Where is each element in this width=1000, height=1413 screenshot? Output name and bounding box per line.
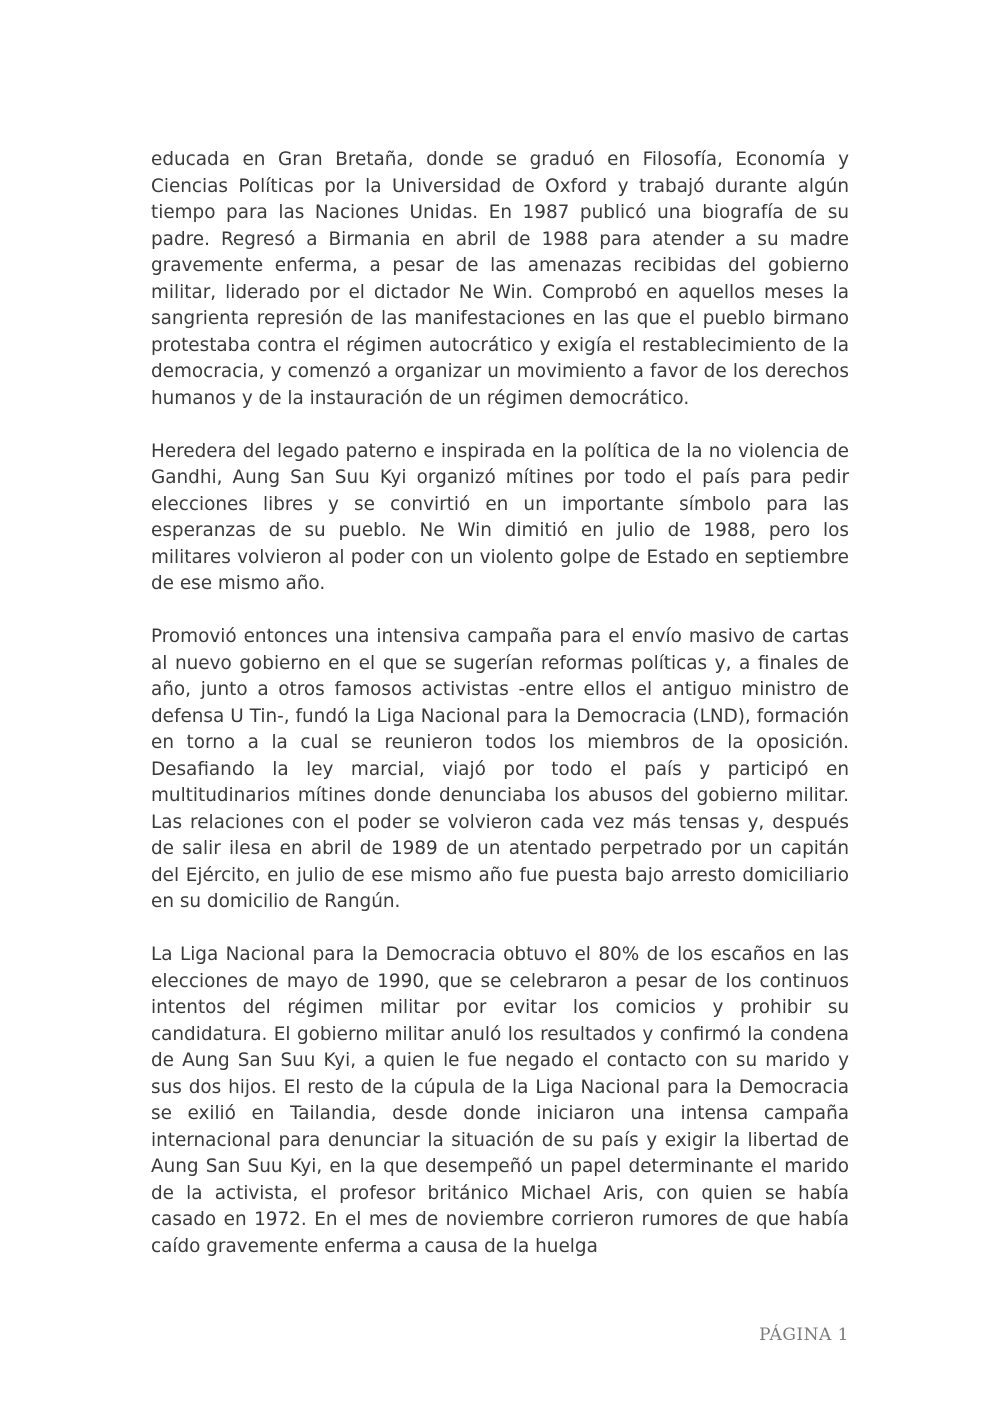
paragraph-1: educada en Gran Bretaña, donde se graduó en Filosofía, Economía y Ciencias Políticas por la Universidad de Oxford y trabajó durante algún tiempo para las Naciones Unidas. En 1987 publicó una biografía de su padre. Regresó a Birmania en abril de 1988 para atender a su madre gravemente enferma, a pesar de las amenazas recibidas del gobierno militar, liderado por el dictador Ne Win. Comprobó en aquellos meses la sangrienta represión de las manifestaciones en las que el pueblo birmano protestaba contra el régimen autocrático y exigía el restablecimiento de la democracia, y comenzó a organizar un movimiento a favor de los derechos humanos y de la instauración de un régimen democrático. xyxy=(151,149,849,409)
page-number: PÁGINA 1 xyxy=(759,1325,849,1345)
paragraph-4: La Liga Nacional para la Democracia obtuvo el 80% de los escaños en las elecciones de mayo de 1990, que se celebraron a pesar de los continuos intentos del régimen militar por evitar los comicios y prohibir su candidatura. El gobierno militar anuló los resultados y confirmó la condena de Aung San Suu Kyi, a quien le fue negado el contacto con su marido y sus dos hijos. El resto de la cúpula de la Liga Nacional para la Democracia se exilió en Tailandia, desde donde iniciaron una intensa campaña internacional para denunciar la situación de su país y exigir la libertad de Aung San Suu Kyi, en la que desempeñó un papel determinante el marido de la activista, el profesor británico Michael Aris, con quien se había casado en 1972. En el mes de noviembre corrieron rumores de que había caído gravemente enferma a causa de la huelga xyxy=(151,944,849,1257)
paragraph-2: Heredera del legado paterno e inspirada en la política de la no violencia de Gandhi, Aung San Suu Kyi organizó mítines por todo el país para pedir elecciones libres y se convirtió en un importante símbolo para las esperanzas de su pueblo. Ne Win dimitió en julio de 1988, pero los militares volvieron al poder con un violento golpe de Estado en septiembre de ese mismo año. xyxy=(151,440,849,594)
paragraph-3: Promovió entonces una intensiva campaña para el envío masivo de cartas al nuevo gobierno en el que se sugerían reformas políticas y, a finales de año, junto a otros famosos activistas -entre ellos el antiguo ministro de defensa U Tin-, fundó la Liga Nacional para la Democracia (LND), formación en torno a la cual se reunieron todos los miembros de la oposición. Desafiando la ley marcial, viajó por todo el país y participó en multitudinarios mítines donde denunciaba los abusos del gobierno militar. Las relaciones con el poder se volvieron cada vez más tensas y, después de salir ilesa en abril de 1989 de un atentado perpetrado por un capitán del Ejército, en julio de ese mismo año fue puesta bajo arresto domiciliario en su domicilio de Rangún. xyxy=(151,626,849,912)
body-text xyxy=(151,147,849,1287)
